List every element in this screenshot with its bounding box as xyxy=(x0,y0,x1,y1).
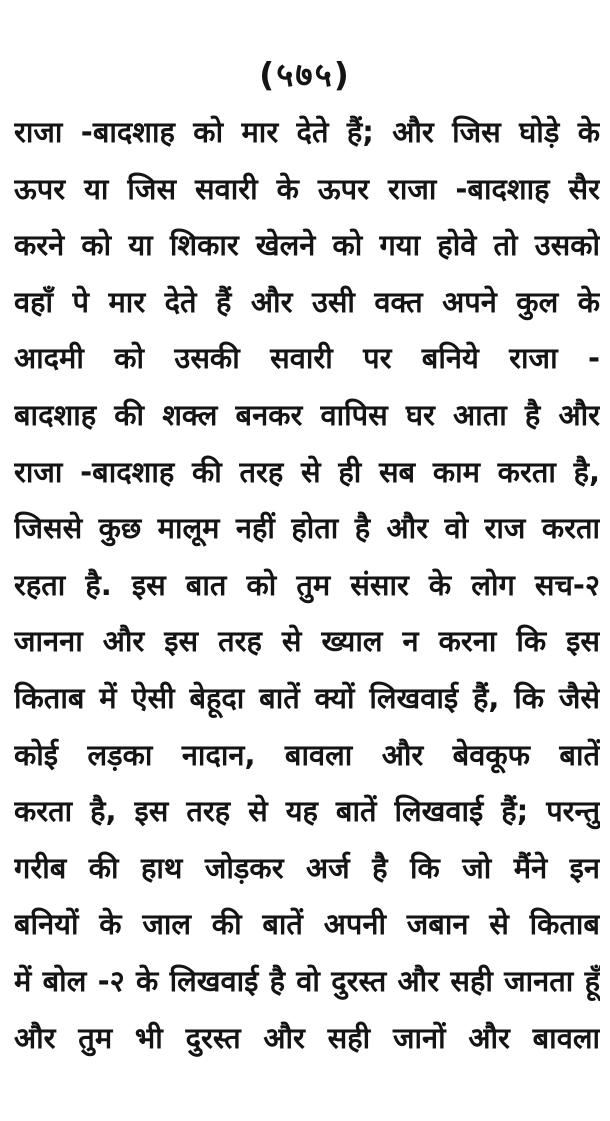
page-number: (५७५) xyxy=(259,55,351,94)
text-line: में बोल -२ के लिखवाई है वो दुरस्त और सही जानता हूँ xyxy=(14,963,600,998)
text-line: कोई लड़का नादान, बावला और बेवकूफ बातें xyxy=(14,737,600,772)
text-line: बनियों के जाल की बातें अपनी जबान से किताब xyxy=(14,907,600,942)
text-line: करता है, इस तरह से यह बातें लिखवाई हैं; परन्तु xyxy=(14,794,600,829)
text-line: रहता है. इस बात को तुम संसार के लोग सच-२ xyxy=(14,567,600,602)
text-line: और तुम भी दुरस्त और सही जानों और बावला xyxy=(14,1020,600,1055)
text-line: जिससे कुछ मालूम नहीं होता है और वो राज करता xyxy=(14,511,600,546)
body-text xyxy=(14,104,600,1066)
text-line: ऊपर या जिस सवारी के ऊपर राजा -बादशाह सैर xyxy=(14,171,600,206)
text-line: वहाँ पे मार देते हैं और उसी वक्त अपने कुल के xyxy=(14,284,600,319)
text-line: जानना और इस तरह से ख्याल न करना कि इस xyxy=(14,624,600,659)
text-line: राजा -बादशाह को मार देते हैं; और जिस घोड़े के xyxy=(14,115,600,149)
text-line: गरीब की हाथ जोड़कर अर्ज है कि जो मैंने इन xyxy=(14,850,600,885)
text-line: आदमी को उसकी सवारी पर बनिये राजा - xyxy=(14,341,600,376)
text-line: करने को या शिकार खेलने को गया होवे तो उसको xyxy=(14,228,600,263)
text-line: बादशाह की शक्ल बनकर वापिस घर आता है और xyxy=(14,397,600,432)
text-line: राजा -बादशाह की तरह से ही सब काम करता है, xyxy=(14,454,600,489)
text-line: किताब में ऐसी बेहूदा बातें क्यों लिखवाई हैं, कि जैसे xyxy=(14,680,600,715)
